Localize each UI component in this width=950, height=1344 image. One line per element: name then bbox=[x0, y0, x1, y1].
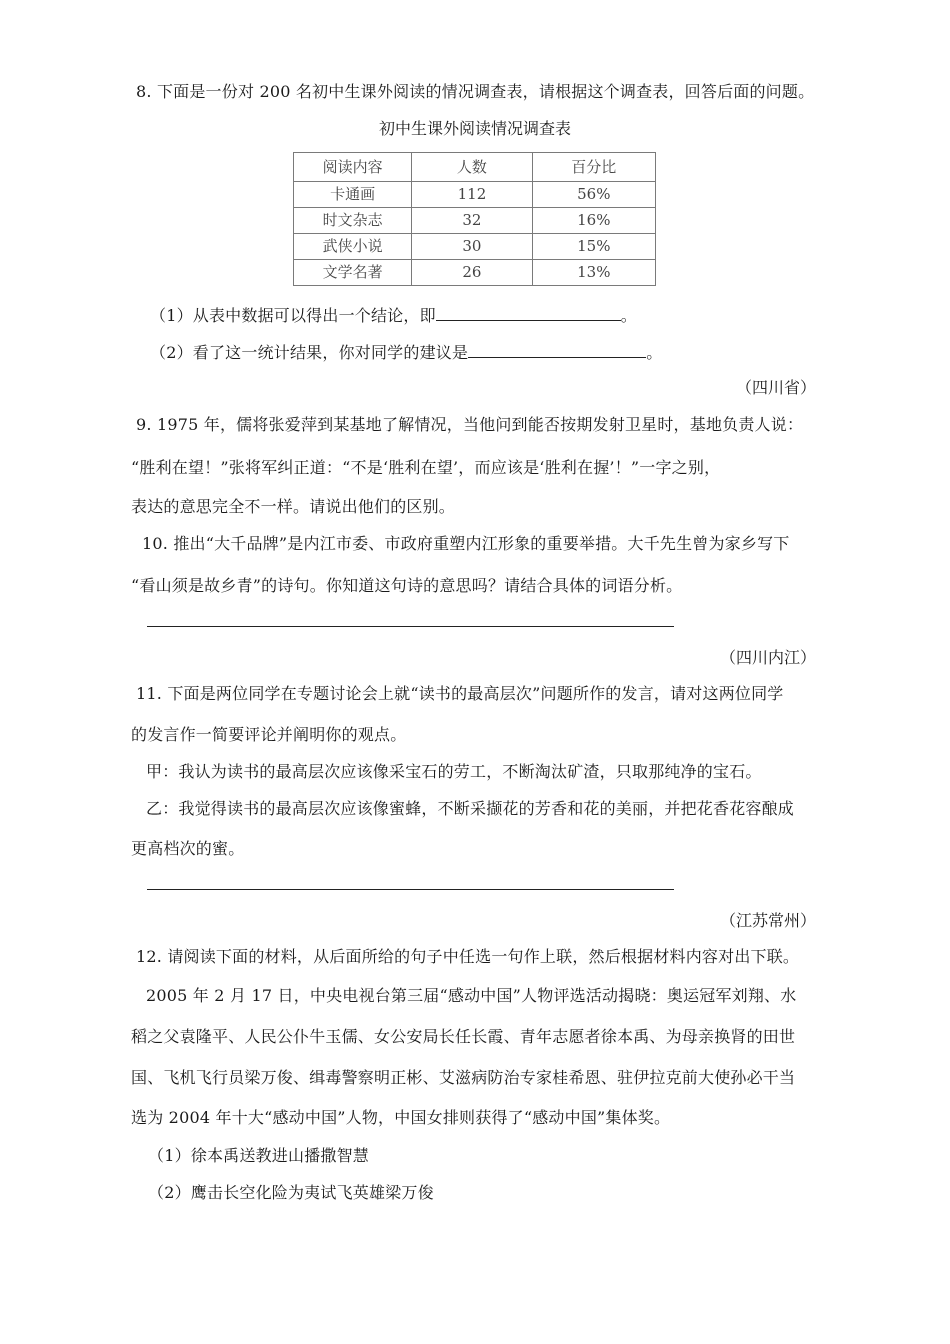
q11-line1: 11. 下面是两位同学在专题讨论会上就“读书的最高层次”问题所作的发言，请对这两位同学 bbox=[136, 684, 784, 703]
cell-count: 112 bbox=[412, 182, 532, 208]
table-row bbox=[294, 234, 656, 260]
q8-sub2-end: 。 bbox=[646, 343, 663, 362]
q9-line3: 表达的意思完全不一样。请说出他们的区别。 bbox=[131, 497, 456, 516]
q10-line1: 10. 推出“大千品牌”是内江市委、市政府重塑内江形象的重要举措。大千先生曾为家乡写下 bbox=[142, 534, 790, 553]
q12-material-2: 稻之父袁隆平、人民公仆牛玉儒、女公安局长任长霞、青年志愿者徐本禹、为母亲换肾的田世 bbox=[131, 1027, 796, 1046]
q11-line2: 的发言作一简要评论并阐明你的观点。 bbox=[131, 725, 407, 744]
q11-yi1: 乙：我觉得读书的最高层次应该像蜜蜂，不断采撷花的芳香和花的美丽，并把花香花容酿成 bbox=[146, 799, 795, 818]
header-percent: 百分比 bbox=[532, 153, 655, 182]
q11-yi2: 更高档次的蜜。 bbox=[131, 839, 245, 858]
q8-sub1-end: 。 bbox=[620, 306, 637, 325]
q8-sub2 bbox=[150, 341, 662, 364]
cell-content: 卡通画 bbox=[294, 182, 412, 208]
q10-source: （四川内江） bbox=[719, 648, 816, 667]
q10-line2: “看山须是故乡青”的诗句。你知道这句诗的意思吗？请结合具体的词语分析。 bbox=[131, 576, 683, 595]
q12-material-3: 国、飞机飞行员梁万俊、缉毒警察明正彬、艾滋病防治专家桂希恩、驻伊拉克前大使孙必干当 bbox=[131, 1068, 796, 1087]
q12-material-1: 2005 年 2 月 17 日，中央电视台第三届“感动中国”人物评选活动揭晓：奥运冠军刘翔、水 bbox=[146, 986, 797, 1005]
q8-sub2-text: （2）看了这一统计结果，你对同学的建议是 bbox=[150, 343, 469, 362]
q12-material-4: 选为 2004 年十大“感动中国”人物，中国女排则获得了“感动中国”集体奖。 bbox=[131, 1108, 671, 1127]
q8-source: （四川省） bbox=[735, 378, 816, 397]
answer-blank[interactable] bbox=[468, 341, 646, 358]
table-title: 初中生课外阅读情况调查表 bbox=[378, 119, 571, 138]
cell-content: 文学名著 bbox=[294, 260, 412, 286]
q12-line1: 12. 请阅读下面的材料，从后面所给的句子中任选一句作上联，然后根据材料内容对出下联。 bbox=[136, 947, 800, 966]
cell-percent: 56% bbox=[532, 182, 655, 208]
q12-option-2: （2）鹰击长空化险为夷试飞英雄梁万俊 bbox=[148, 1183, 434, 1202]
cell-content: 武侠小说 bbox=[294, 234, 412, 260]
q11-jia: 甲：我认为读书的最高层次应该像采宝石的劳工，不断淘汰矿渣，只取那纯净的宝石。 bbox=[146, 762, 762, 781]
table-row bbox=[294, 260, 656, 286]
table-header-row bbox=[294, 153, 656, 182]
q8-sub1 bbox=[150, 304, 637, 327]
cell-percent: 13% bbox=[532, 260, 655, 286]
header-content: 阅读内容 bbox=[294, 153, 412, 182]
cell-percent: 15% bbox=[532, 234, 655, 260]
cell-content: 时文杂志 bbox=[294, 208, 412, 234]
header-count: 人数 bbox=[412, 153, 532, 182]
q9-line1: 9. 1975 年，儒将张爱萍到某基地了解情况，当他问到能否按期发射卫星时，基地负责人说： bbox=[136, 415, 804, 434]
cell-percent: 16% bbox=[532, 208, 655, 234]
q11-answer-line[interactable] bbox=[147, 889, 674, 890]
cell-count: 26 bbox=[412, 260, 532, 286]
table-row bbox=[294, 208, 656, 234]
q11-source: （江苏常州） bbox=[719, 911, 816, 930]
cell-count: 32 bbox=[412, 208, 532, 234]
q8-sub1-text: （1）从表中数据可以得出一个结论，即 bbox=[150, 306, 436, 325]
q8-intro: 8. 下面是一份对 200 名初中生课外阅读的情况调查表，请根据这个调查表，回答后面的问题。 bbox=[136, 82, 815, 101]
reading-survey-table bbox=[293, 152, 656, 286]
table-row bbox=[294, 182, 656, 208]
q12-option-1: （1）徐本禹送教进山播撒智慧 bbox=[148, 1146, 369, 1165]
q9-line2: “胜利在望！”张将军纠正道：“不是‘胜利在望’，而应该是‘胜利在握’！”一字之别， bbox=[131, 458, 721, 477]
cell-count: 30 bbox=[412, 234, 532, 260]
q10-answer-line[interactable] bbox=[147, 626, 674, 627]
answer-blank[interactable] bbox=[436, 304, 621, 321]
